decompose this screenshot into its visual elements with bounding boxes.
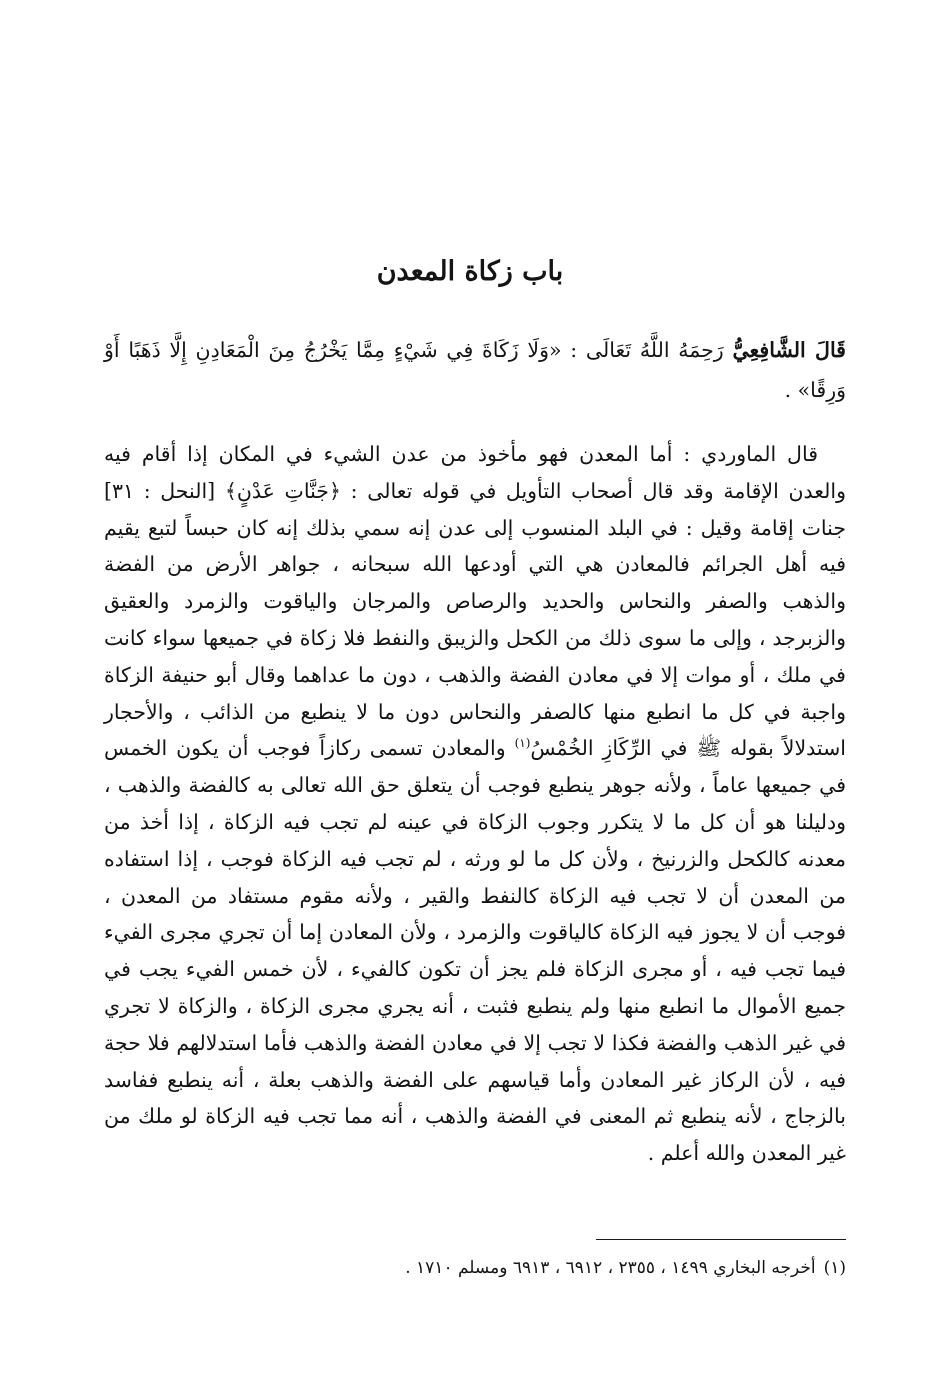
chapter-title: باب زكاة المعدن: [376, 256, 564, 287]
quote-text: رَحِمَهُ اللَّهُ تَعَالَى : «وَلَا زَكَاةَ فِي شَيْءٍ مِمَّا يَخْرُجُ مِنَ الْمَعَادِنِ إِلَّا ذَهَبًا أَوْ وَرِقًا» .: [104, 338, 846, 402]
footnote-reference-marker[interactable]: (١): [514, 736, 531, 751]
footnote-separator-line: [596, 1239, 846, 1240]
quote-speaker: قَالَ الشَّافِعِيُّ: [732, 338, 846, 362]
shafii-quote-paragraph: [104, 330, 846, 410]
commentary-paragraph: [104, 436, 846, 1172]
commentary-text-part-1: قال الماوردي : أما المعدن فهو مأخوذ من عدن الشيء في المكان إذا أقام فيه والعدن الإقامة وقد قال أصحاب التأويل في قوله تعالى : ﴿جَنَّاتِ عَدْنٍ﴾ [النحل : ٣١] جنات إقامة وقيل : في البلد المنسوب إلى عدن إنه سمي بذلك إنه كان حبساً لتبع يقيم فيه أهل الجرائم فالمعادن هي التي أودعها الله سبحانه ، جواهر الأرض من الفضة والذهب والصفر والنحاس والحديد والرصاص والمرجان والياقوت والزمرد والعقيق والزبرجد ، وإلى ما سوى ذلك من الكحل والزيبق والنفط فلا زكاة في جميعها سواء كانت في ملك ، أو موات إلا في معادن الفضة والذهب ، دون ما عداهما وقال أبو حنيفة الزكاة واجبة في كل ما انطبع منها كالصفر والنحاس دون ما لا ينطبع من الذائب ، والأحجار استدلالاً بقوله ﷺ في الرِّكَازِ الخُمْسُ: [104, 442, 846, 761]
footnote-text: أخرجه البخاري ١٤٩٩ ، ٢٣٥٥ ، ٦٩١٢ ، ٦٩١٣ ومسلم ١٧١٠ .: [405, 1258, 816, 1278]
commentary-text-part-2: والمعادن تسمى ركازاً فوجب أن يكون الخمس في جميعها عاماً ، ولأنه جوهر ينطبع فوجب أن يتعلق حق الله تعالى به كالفضة والذهب ، ودليلنا هو أن كل ما لا يتكرر وجوب الزكاة في عينه لم تجب فيه الزكاة ، إذا أخذ من معدنه كالكحل والزرنيخ ، ولأن كل ما لو ورثه ، لم تجب فيه الزكاة فوجب ، إذا استفاده من المعدن أن لا تجب فيه الزكاة كالنفط والقير ، ولأنه مقوم مستفاد من المعدن ، فوجب أن لا يجوز فيه الزكاة كالياقوت والزمرد ، ولأن المعادن إما أن تجري مجرى الفيء فيما تجب فيه ، أو مجرى الزكاة فلم يجز أن تكون كالفيء ، لأن خمس الفيء يجب في جميع الأموال ما انطبع منها ولم ينطبع فثبت ، أنه يجري مجرى الزكاة ، والزكاة لا تجري في غير الذهب والفضة فكذا لا تجب إلا في معادن الفضة والذهب فأما استدلالهم فلا حجة فيه ، لأن الركاز غير المعادن وأما قياسهم على الفضة والذهب بعلة ، أنه ينطبع ففاسد بالزجاج ، لأنه ينطبع ثم المعنى في الفضة والذهب ، أنه مما تجب فيه الزكاة لو ملك من غير المعدن والله أعلم .: [104, 736, 846, 1166]
footnote: [104, 1254, 846, 1282]
footnote-number: (١): [823, 1258, 846, 1278]
